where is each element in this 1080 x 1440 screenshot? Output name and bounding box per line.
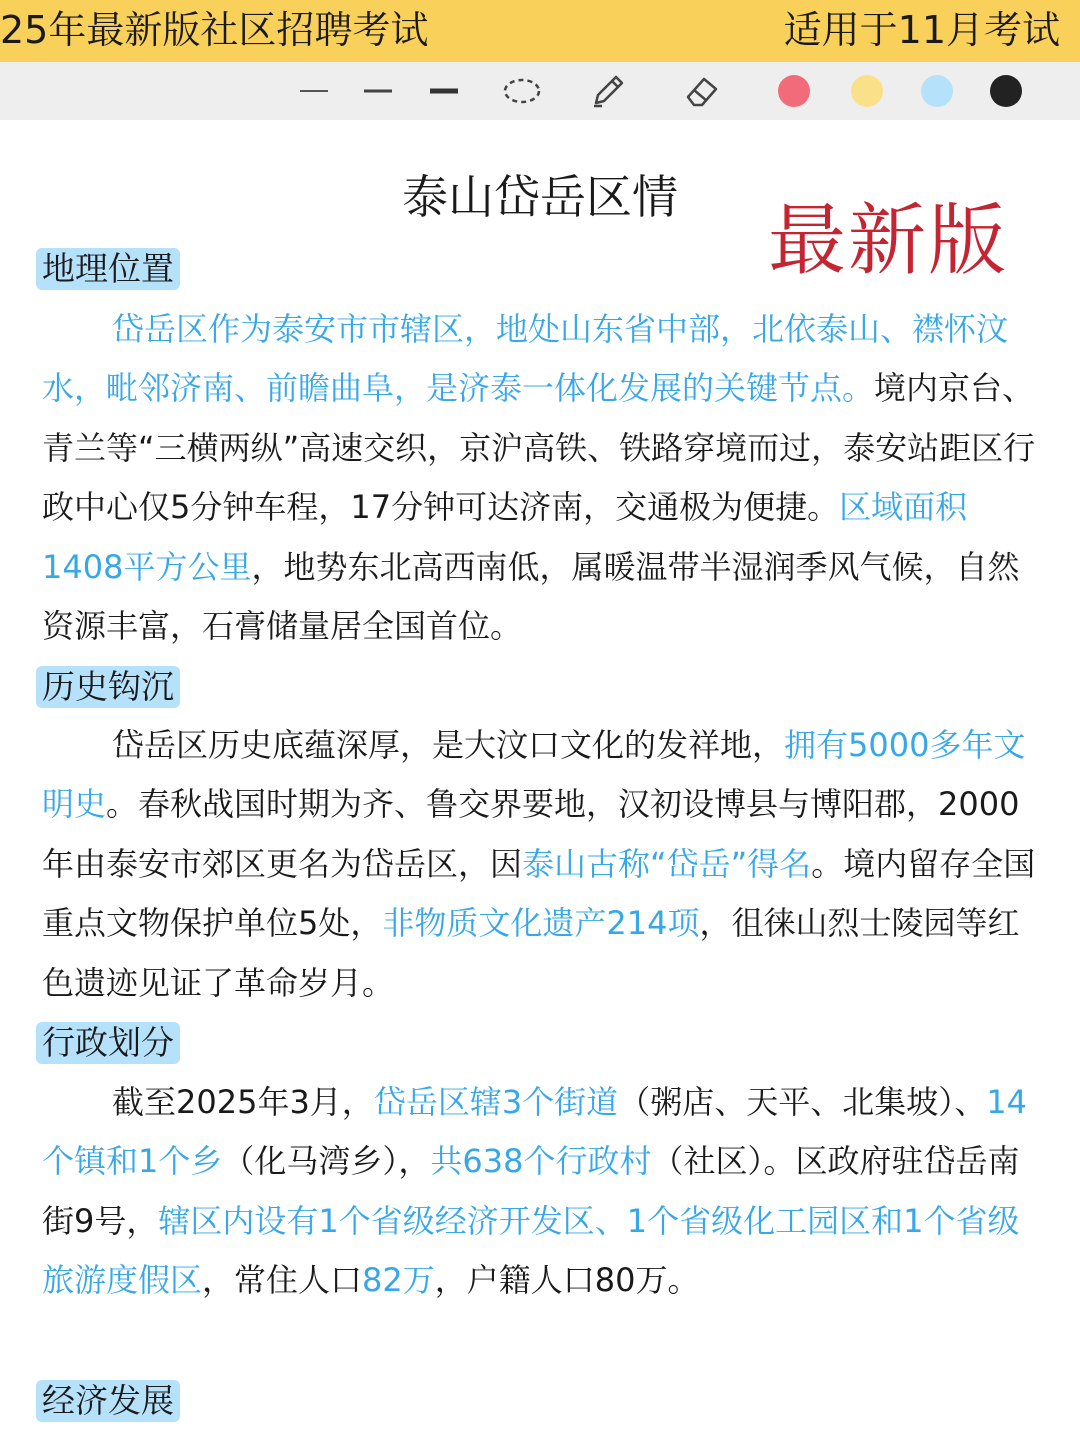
text-segment: 岱岳区作为泰安市市辖区，地处山东省中部，北依泰山、襟怀汶水，毗邻济南、前瞻曲阜，是济泰一体化发展的关键节点。 — [42, 310, 1009, 408]
text-segment: ，徂徕山烈士陵园等红色遗迹见证了革命岁月。 — [42, 904, 1020, 1002]
text-segment: （社区）。区政府驻岱岳南街9号， — [42, 1142, 1020, 1240]
color-pink-swatch[interactable] — [778, 75, 810, 107]
section-label-geography: 地理位置 — [36, 248, 180, 290]
thin-line-icon[interactable] — [296, 62, 332, 120]
text-segment: 拥有5000多年文明史 — [42, 726, 1026, 824]
section-label-administration: 行政划分 — [36, 1022, 180, 1064]
medium-line-icon[interactable] — [360, 62, 396, 120]
text-segment: 14个镇和1个乡 — [42, 1083, 1027, 1181]
annotation-toolbar — [0, 62, 1080, 120]
text-segment: 非物质文化遗产214项 — [382, 904, 700, 943]
section-label-economy: 经济发展 — [36, 1380, 180, 1422]
text-segment: （化马湾乡）， — [222, 1142, 431, 1181]
section-paragraph-administration — [42, 1073, 1042, 1311]
text-segment: 。春秋战国时期为齐、鲁交界要地，汉初设博县与博阳郡，2000年由泰安市郊区更名为岱岳区，因 — [42, 785, 1020, 883]
color-yellow-swatch[interactable] — [851, 75, 883, 107]
text-segment: 辖区内设有1个省级经济开发区、1个省级化工园区和1个省级旅游度假区 — [42, 1201, 1020, 1300]
text-segment: （粥店、天平、北集坡）、 — [618, 1083, 987, 1121]
text-segment: 泰山古称“岱岳”得名 — [522, 844, 812, 883]
text-segment: ，地势东北高西南低，属暖温带半湿润季风气候，自然资源丰富，石膏储量居全国首位。 — [42, 547, 1020, 646]
text-segment: ，常住人口 — [202, 1261, 363, 1300]
header-right-title: 适用于11月考试 — [783, 8, 1060, 52]
section-paragraph-geography — [42, 300, 1042, 656]
thick-line-icon[interactable] — [426, 62, 462, 120]
latest-version-stamp: 最新版 — [768, 196, 1009, 286]
lasso-select-icon[interactable] — [500, 62, 544, 120]
color-blue-swatch[interactable] — [921, 75, 953, 107]
color-black-swatch[interactable] — [990, 75, 1022, 107]
text-segment: 截至2025年3月， — [112, 1083, 374, 1121]
text-segment: ，户籍人口80万。 — [434, 1261, 700, 1300]
eraser-icon[interactable] — [680, 62, 724, 120]
section-label-history: 历史钩沉 — [36, 666, 180, 708]
header-bar — [0, 0, 1080, 62]
text-segment: 岱岳区辖3个街道 — [373, 1083, 619, 1121]
text-segment: 共638个行政村 — [430, 1142, 652, 1181]
text-segment: 。境内留存全国重点文物保护单位5处， — [42, 844, 1036, 943]
text-segment: 区域面积1408平方公里 — [42, 488, 968, 586]
text-segment: 境内京台、青兰等“三横两纵”高速交织，京沪高铁、铁路穿境而过，泰安站距区行政中心仅5分钟车程，17分钟可达济南，交通极为便捷。 — [42, 369, 1036, 527]
section-paragraph-history — [42, 716, 1042, 1013]
text-segment: 82万 — [362, 1261, 435, 1300]
pencil-icon[interactable] — [586, 62, 630, 120]
header-left-title: 25年最新版社区招聘考试 — [0, 8, 429, 52]
text-segment: 岱岳区历史底蕴深厚，是大汶口文化的发祥地， — [112, 726, 785, 764]
document-title: 泰山岱岳区情 — [402, 170, 678, 224]
